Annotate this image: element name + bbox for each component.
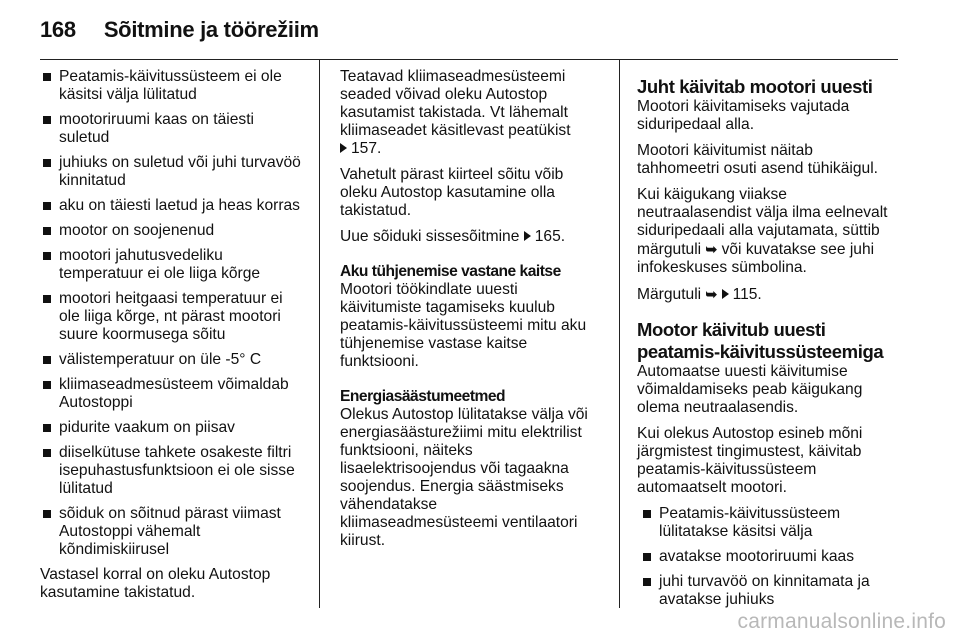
list-item-text: Autostoppi — [59, 394, 133, 411]
list-item-text: kliimaseadmesüsteem võimaldab — [59, 376, 289, 393]
text-line: kliimaseadet käsitlevast peatükist — [340, 122, 571, 139]
paragraph-break-in — [340, 228, 612, 246]
column-1 — [40, 68, 312, 610]
list-item — [40, 111, 312, 147]
list-item-text: sõiduk on sõitnud pärast viimast — [59, 505, 281, 522]
list-item — [40, 290, 312, 344]
text-line: seaded võivad oleku Autostop — [340, 86, 548, 103]
paragraph-tachometer — [637, 142, 917, 178]
list-item-text: välistemperatuur on üle -5° C — [59, 351, 262, 368]
restart-conditions-list — [637, 505, 917, 609]
text-line: Vastasel korral on oleku Autostop — [40, 566, 271, 583]
text-line: neutraalasendist välja ilma eelnevalt — [637, 204, 888, 221]
text-line: Olekus Autostop lülitatakse välja või — [340, 406, 588, 423]
list-item-text: Autostoppi vähemalt — [59, 523, 201, 540]
text-line: oleku Autostop kasutamine olla — [340, 184, 555, 201]
text-line: soojendus. Energia säästmiseks — [340, 478, 564, 495]
list-item-text: mootor on soojenenud — [59, 222, 215, 239]
text-line: peatamis-käivitussüsteemi mitu aku — [340, 317, 587, 334]
list-item-text: Peatamis-käivitussüsteem — [659, 505, 841, 522]
list-item — [640, 573, 917, 609]
text-line: järgmistest tingimustest, käivitab — [637, 443, 862, 460]
paragraph-climate — [340, 68, 612, 158]
text-line: Mootori käivitamiseks vajutada — [637, 98, 850, 115]
list-item-text: mootori heitgaasi temperatuur ei — [59, 290, 283, 307]
list-item — [40, 351, 312, 369]
list-item — [640, 505, 917, 541]
list-item — [40, 505, 312, 559]
column-2 — [340, 68, 612, 558]
list-item — [40, 376, 312, 412]
conditions-list — [40, 68, 312, 559]
page-reference[interactable]: 165. — [534, 228, 566, 245]
section-heading-driver-restart: Juht käivitab mootori uuesti — [637, 76, 873, 97]
text-line: kliimaseadmesüsteemi ventilaatori — [340, 514, 578, 531]
square-bullet-icon — [643, 578, 651, 586]
list-item-text: Peatamis-käivitussüsteem ei ole — [59, 68, 282, 85]
text-line: siduripedaal alla. — [637, 116, 755, 133]
list-item-text: lülitatakse käsitsi välja — [659, 523, 813, 540]
text-line: tühjenemise vastase kaitse — [340, 335, 528, 352]
paragraph-energy — [340, 406, 612, 550]
list-item-text: kõndimiskiirusel — [59, 541, 170, 558]
section-heading-battery: Aku tühjenemise vastane kaitse — [340, 263, 561, 280]
text-line: Kui olekus Autostop esineb mõni — [637, 425, 863, 442]
square-bullet-icon — [43, 449, 51, 457]
column-3 — [637, 76, 917, 616]
square-bullet-icon — [43, 295, 51, 303]
page-reference-arrow-icon — [524, 231, 531, 241]
list-item-text: suletud — [59, 129, 110, 146]
text-line: vähendatakse — [340, 496, 438, 513]
paragraph-gear-lever — [637, 186, 917, 277]
text-line: märgutuli — [637, 241, 702, 258]
list-item-text: diiselkütuse tahkete osakeste filtri — [59, 444, 292, 461]
list-item-text: kinnitatud — [59, 172, 126, 189]
page-reference-arrow-icon — [722, 289, 729, 299]
text-line: infokeskuses sümbolina. — [637, 259, 807, 276]
list-item-text: mootori jahutusvedeliku — [59, 247, 223, 264]
text-line: käivitumiste tagamiseks kuulub — [340, 299, 555, 316]
list-item-text: juhiuks on suletud või juhi turvavöö — [59, 154, 301, 171]
text-line: peatamis-käivitussüsteem — [637, 461, 817, 478]
text-line: Uue sõiduki sissesõitmine — [340, 228, 520, 245]
section-heading-energy: Energiasäästumeetmed — [340, 388, 506, 405]
square-bullet-icon — [643, 510, 651, 518]
text-line: Mootori käivitumist näitab — [637, 142, 813, 159]
list-item — [40, 247, 312, 283]
text-line: Automaatse uuesti käivitumise — [637, 363, 848, 380]
column-divider-2 — [619, 60, 620, 608]
page-reference[interactable]: 115. — [732, 286, 762, 303]
text-line: energiasäästurežiimi mitu elektrilist — [340, 424, 582, 441]
text-line: Märgutuli — [637, 286, 702, 303]
square-bullet-icon — [43, 424, 51, 432]
text-line: kasutamist takistada. Vt lähemalt — [340, 104, 568, 121]
text-line: Kui käigukang viiakse — [637, 186, 787, 203]
heading-line: Mootor käivitub uuesti — [637, 319, 826, 340]
text-line: kiirust. — [340, 532, 386, 549]
page-reference[interactable]: 157. — [351, 140, 382, 157]
list-item-text: aku on täiesti laetud ja heas korras — [59, 197, 300, 214]
text-line: Vahetult pärast kiirteel sõitu võib — [340, 166, 564, 183]
list-item-text: avatakse juhiuks — [659, 591, 775, 608]
list-item — [40, 197, 312, 215]
paragraph-conditions — [637, 425, 917, 497]
list-item-text: avatakse mootoriruumi kaas — [659, 548, 855, 565]
list-item — [40, 444, 312, 498]
list-item-text: lülitatud — [59, 480, 113, 497]
watermark: carmanualsonline.info — [737, 610, 946, 633]
text-line: automaatselt mootori. — [637, 479, 787, 496]
list-item-text: käsitsi välja lülitatud — [59, 86, 197, 103]
heading-line: peatamis-käivitussüsteemiga — [637, 341, 884, 362]
paragraph-highway — [340, 166, 612, 220]
paragraph-neutral — [637, 363, 917, 417]
text-line: olema neutraalasendis. — [637, 399, 799, 416]
page-header — [40, 10, 319, 50]
auto-stop-icon: ➥ — [705, 286, 718, 302]
square-bullet-icon — [43, 202, 51, 210]
paragraph-battery — [340, 281, 612, 371]
list-item — [40, 68, 312, 104]
square-bullet-icon — [43, 227, 51, 235]
list-item — [40, 419, 312, 437]
page-reference-arrow-icon — [340, 143, 347, 153]
column-1-closing — [40, 566, 312, 602]
square-bullet-icon — [643, 553, 651, 561]
list-item-text: pidurite vaakum on piisav — [59, 419, 235, 436]
text-line: lisaelektrisoojendus või tagaakna — [340, 460, 569, 477]
square-bullet-icon — [43, 159, 51, 167]
list-item-text: suure koormusega sõitu — [59, 326, 226, 343]
square-bullet-icon — [43, 116, 51, 124]
page-title: Sõitmine ja töörežiim — [103, 17, 319, 42]
list-item-text: isepuhastusfunktsioon ei ole sisse — [59, 462, 295, 479]
list-item-text: temperatuur ei ole liiga kõrge — [59, 265, 261, 282]
text-line: või kuvatakse see juhi — [721, 241, 875, 258]
square-bullet-icon — [43, 73, 51, 81]
text-line: tahhomeetri osuti asend tühikäigul. — [637, 160, 878, 177]
page-number: 168 — [40, 17, 76, 42]
column-divider-1 — [319, 60, 320, 608]
text-line: Teatavad kliimaseadmesüsteemi — [340, 68, 566, 85]
header-rule — [40, 59, 898, 60]
list-item-text: ole liiga kõrge, nt pärast mootori — [59, 308, 281, 325]
paragraph-indicator-ref — [637, 285, 917, 304]
square-bullet-icon — [43, 510, 51, 518]
text-line: takistatud. — [340, 202, 412, 219]
list-item — [40, 222, 312, 240]
list-item-text: mootoriruumi kaas on täiesti — [59, 111, 255, 128]
list-item — [40, 154, 312, 190]
text-line: funktsiooni, näiteks — [340, 442, 473, 459]
square-bullet-icon — [43, 252, 51, 260]
text-line: võimaldamiseks peab käigukang — [637, 381, 863, 398]
text-line: kasutamine takistatud. — [40, 584, 196, 601]
list-item — [640, 548, 917, 566]
square-bullet-icon — [43, 381, 51, 389]
square-bullet-icon — [43, 356, 51, 364]
text-line: funktsiooni. — [340, 353, 419, 370]
list-item-text: juhi turvavöö on kinnitamata ja — [659, 573, 870, 590]
text-line: siduripedaali alla vajutamata, süttib — [637, 222, 880, 239]
text-line: Mootori töökindlate uuesti — [340, 281, 518, 298]
section-heading-system-restart — [637, 319, 917, 363]
paragraph-clutch — [637, 98, 917, 134]
auto-stop-icon: ➥ — [705, 241, 718, 257]
